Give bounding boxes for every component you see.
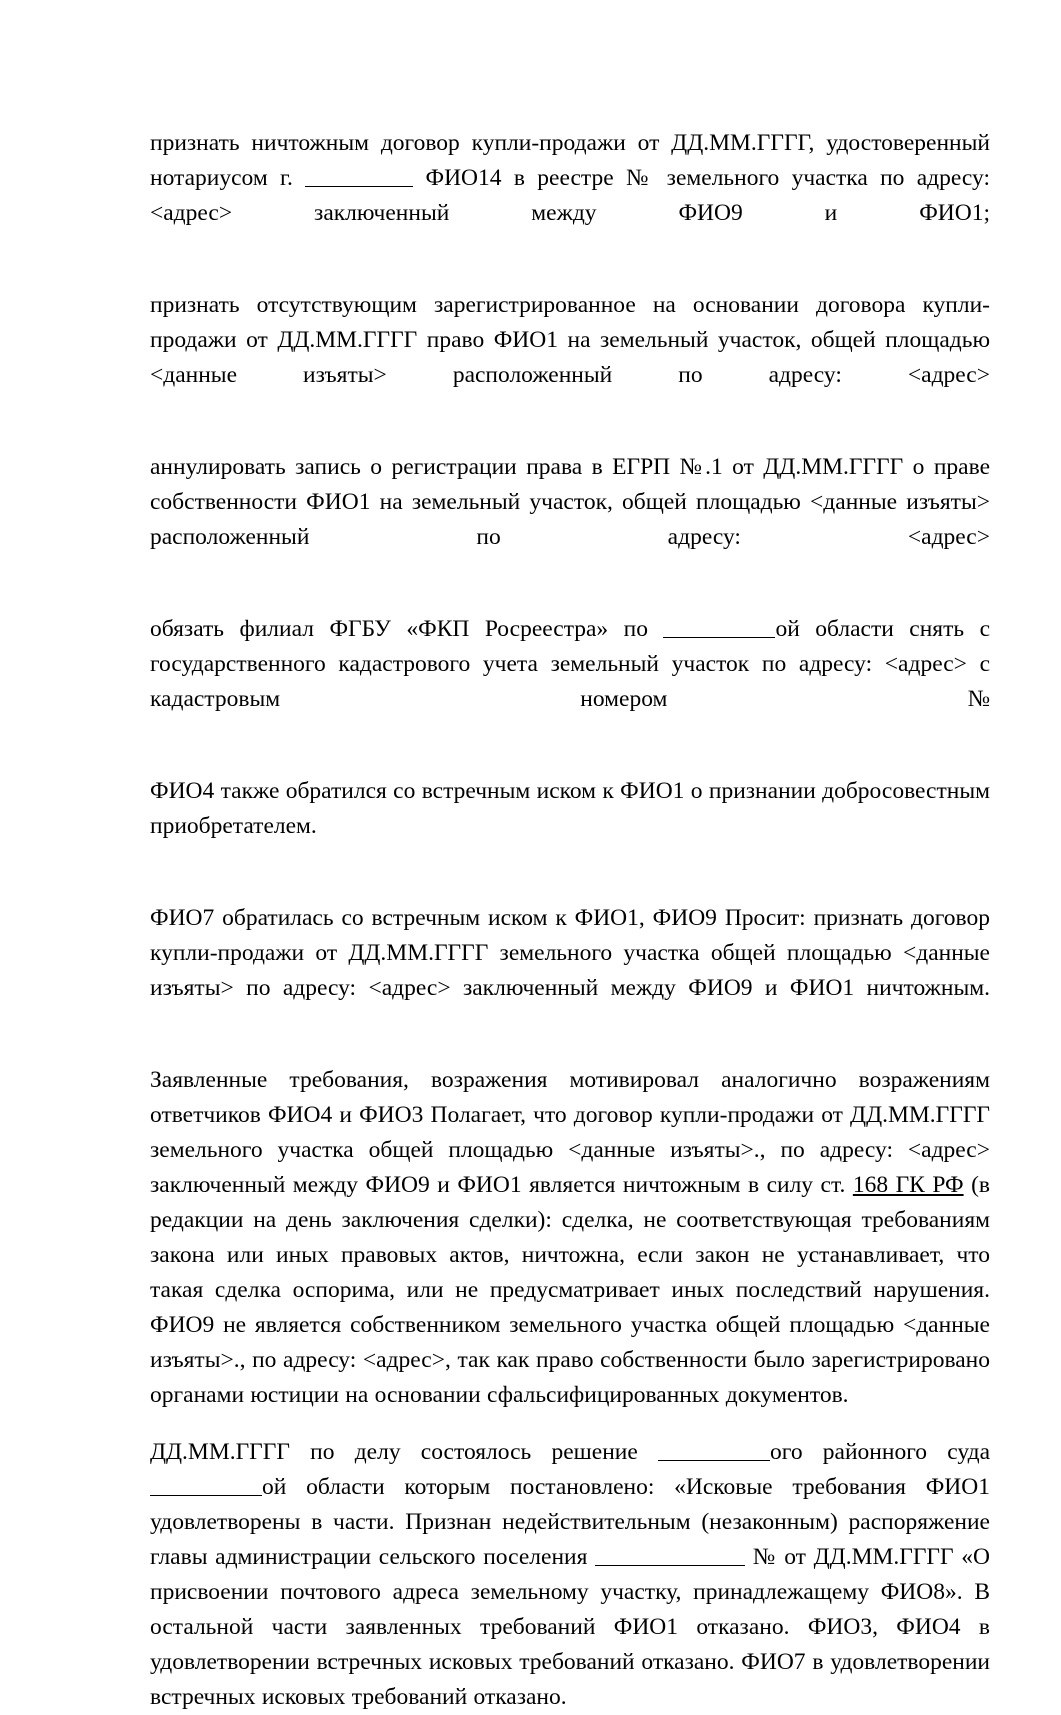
fill-in-blank[interactable] <box>663 615 775 638</box>
paragraph-claim-void-contract <box>150 126 990 266</box>
text-run: ой области которым постановлено: «Исковые требования ФИО1 удовлетворены в части. Признан недействительным (незаконным) распоряжение главы администрации сельского поселения <box>150 1474 990 1570</box>
paragraph-claim-absent-registration <box>150 288 990 428</box>
paragraph-motivation-article-168 <box>150 1063 990 1413</box>
text-run: ого районного суда <box>770 1439 990 1465</box>
fill-in-blank[interactable] <box>305 164 413 187</box>
law-reference-link[interactable]: 168 ГК РФ <box>852 1172 964 1198</box>
paragraph-counterclaim-fio4 <box>150 774 990 879</box>
paragraph-counterclaim-fio7 <box>150 901 990 1041</box>
text-run: аннулировать запись о регистрации права в ЕГРП №.1 от ДД.ММ.ГГГГ о праве собственности ФИО1 на земельный участок, общей площадью <данные изъяты> расположенный по адресу: <адрес> <box>150 454 990 550</box>
text-run: ФИО4 также обратился со встречным иском к ФИО1 о признании добросовестным приобретателем. <box>150 778 990 839</box>
text-run: (в редакции на день заключения сделки): сделка, не соответствующая требованиям закона или иных правовых актов, ничтожна, если закон не устанавливает, что такая сделка оспорима, или не предусматривает иных последствий нарушения. ФИО9 не является собственником земельного участка общей площадью <данные изъяты>., по адресу: <адрес>, так как право собственности было зарегистрировано органами юстиции на основании сфальсифицированных документов. <box>150 1172 990 1408</box>
text-run: Заявленные требования, возражения мотивировал аналогично возражениям ответчиков ФИО4 и ФИО3 Полагает, что договор купли-продажи от ДД.ММ.ГГГГ земельного участка общей площадью <данные изъяты>., по адресу: <адрес> заключенный между ФИО9 и ФИО1 является ничтожным в силу ст. <box>150 1067 990 1198</box>
text-run: ФИО14 в реестре № земельного участка по адресу: <адрес> заключенный между ФИО9 и ФИО1; <box>150 165 990 226</box>
text-run: № от ДД.ММ.ГГГГ «О присвоении почтового адреса земельному участку, принадлежащему ФИО8». В остальной части заявленных требований ФИО1 отказано. ФИО3, ФИО4 в удовлетворении встречных исковых требований отказано. ФИО7 в удовлетворении встречных исковых требований отказано. <box>150 1544 990 1710</box>
paragraph-prior-court-decision <box>150 1435 990 1715</box>
paragraph-claim-rosreestr-cadastral <box>150 612 990 752</box>
fill-in-blank[interactable] <box>658 1438 770 1461</box>
text-run: ой области снять с государственного кадастрового учета земельный участок по адресу: <адрес> с кадастровым номером № <box>150 616 990 712</box>
text-run: обязать филиал ФГБУ «ФКП Росреестра» по <box>150 616 664 642</box>
text-run: признать отсутствующим зарегистрированное на основании договора купли-продажи от ДД.ММ.ГГГГ право ФИО1 на земельный участок, общей площадью <данные изъяты> расположенный по адресу: <адрес> <box>150 292 990 388</box>
document-body <box>150 126 990 1715</box>
text-run: признать ничтожным договор купли-продажи от ДД.ММ.ГГГГ, удостоверенный нотариусом г. <box>150 130 990 191</box>
text-run: ФИО7 обратилась со встречным иском к ФИО1, ФИО9 Просит: признать договор купли-продажи от ДД.ММ.ГГГГ земельного участка общей площадью <данные изъяты> по адресу: <адрес> заключенный между ФИО9 и ФИО1 ничтожным. <box>150 905 990 1001</box>
paragraph-claim-annul-egrp <box>150 450 990 590</box>
text-run: ДД.ММ.ГГГГ по делу состоялось решение <box>150 1439 659 1465</box>
fill-in-blank[interactable] <box>150 1473 262 1496</box>
fill-in-blank[interactable] <box>595 1543 745 1566</box>
